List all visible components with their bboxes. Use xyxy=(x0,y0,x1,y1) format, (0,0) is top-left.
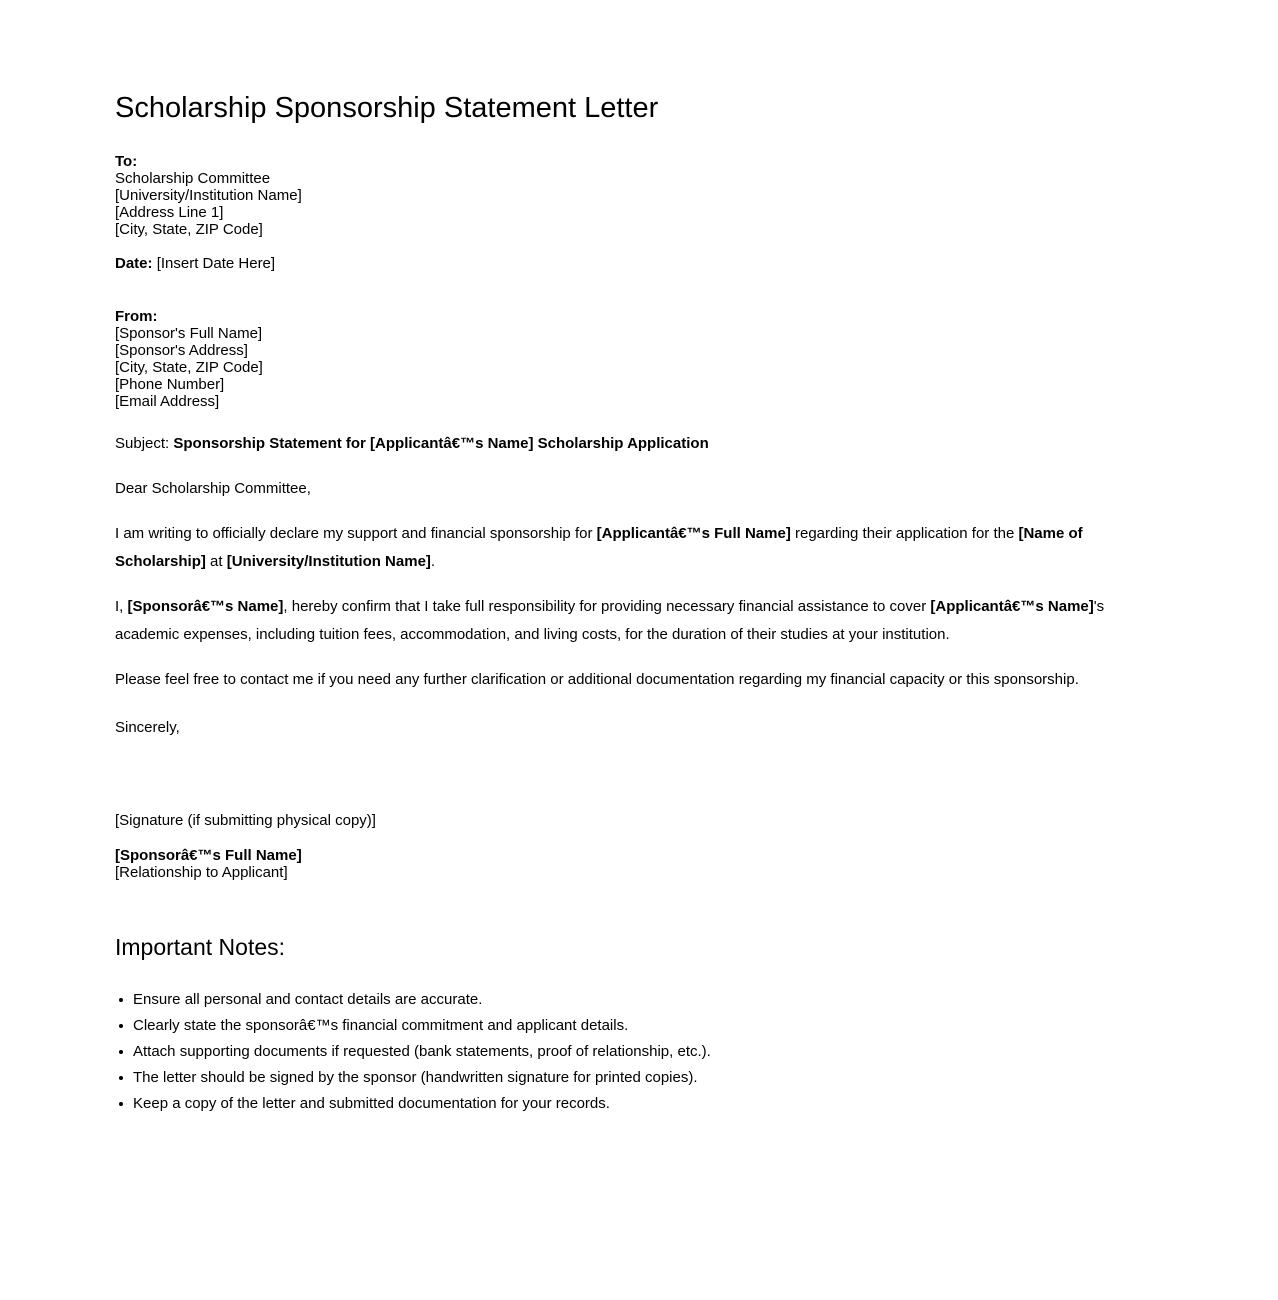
text-run: I am writing to officially declare my support and financial sponsorship for xyxy=(115,525,597,542)
signer-relationship: [Relationship to Applicant] xyxy=(115,864,288,881)
body-paragraph-1 xyxy=(115,520,1163,576)
date-line xyxy=(115,255,1163,272)
sender-line-5: [Email Address] xyxy=(115,393,220,410)
recipient-line-2: [University/Institution Name] xyxy=(115,187,302,204)
notes-heading: Important Notes: xyxy=(115,934,286,960)
recipient-block xyxy=(115,153,1163,238)
text-run: , hereby confirm that I take full responsibility for providing necessary financial assistance to cover xyxy=(283,598,931,615)
to-label: To: xyxy=(115,153,138,170)
date-value: [Insert Date Here] xyxy=(156,255,276,272)
signer-block xyxy=(115,847,1163,881)
sender-block xyxy=(115,308,1163,410)
subject-value: Sponsorship Statement for [Applicantâ€™s Name] Scholarship Application xyxy=(173,435,709,452)
note-item-1: Ensure all personal and contact details are accurate. xyxy=(115,987,1163,1013)
note-item-4: The letter should be signed by the sponsor (handwritten signature for printed copies). xyxy=(115,1065,1163,1091)
sender-line-4: [Phone Number] xyxy=(115,376,225,393)
subject-line xyxy=(115,430,1163,458)
note-item-5: Keep a copy of the letter and submitted documentation for your records. xyxy=(115,1091,1163,1117)
note-item-3: Attach supporting documents if requested (bank statements, proof of relationship, etc.). xyxy=(115,1039,1163,1065)
text-run: I, xyxy=(115,598,128,615)
text-run: 's academic expenses, including tuition fees, accommodation, and living costs, for the duration of their studies at your institution. xyxy=(115,598,1105,643)
placeholder-bold: [Applicantâ€™s Full Name] xyxy=(596,525,791,542)
recipient-line-4: [City, State, ZIP Code] xyxy=(115,221,263,238)
sender-line-3: [City, State, ZIP Code] xyxy=(115,359,263,376)
page-title: Scholarship Sponsorship Statement Letter xyxy=(115,92,659,124)
notes-list xyxy=(115,987,1163,1117)
placeholder-bold: [University/Institution Name] xyxy=(226,553,431,570)
signer-name: [Sponsorâ€™s Full Name] xyxy=(115,847,302,864)
placeholder-bold: [Name of Scholarship] xyxy=(115,525,1083,570)
subject-label: Subject: xyxy=(115,435,170,452)
sender-line-2: [Sponsor's Address] xyxy=(115,342,248,359)
text-run: . xyxy=(430,553,436,570)
recipient-line-3: [Address Line 1] xyxy=(115,204,224,221)
recipient-line-1: Scholarship Committee xyxy=(115,170,271,187)
salutation: Dear Scholarship Committee, xyxy=(115,480,311,497)
note-item-2: Clearly state the sponsorâ€™s financial commitment and applicant details. xyxy=(115,1013,1163,1039)
body-paragraph-3: Please feel free to contact me if you need any further clarification or additional documentation regarding my financial capacity or this sponsorship. xyxy=(115,671,1079,688)
date-label: Date: xyxy=(115,255,153,272)
placeholder-bold: [Sponsorâ€™s Name] xyxy=(127,598,284,615)
from-label: From: xyxy=(115,308,158,325)
placeholder-bold: [Applicantâ€™s Name] xyxy=(930,598,1094,615)
text-run: regarding their application for the xyxy=(790,525,1019,542)
text-run: at xyxy=(205,553,227,570)
closing: Sincerely, xyxy=(115,719,180,736)
body-paragraph-2 xyxy=(115,593,1163,649)
sender-line-1: [Sponsor's Full Name] xyxy=(115,325,263,342)
signature-placeholder: [Signature (if submitting physical copy)] xyxy=(115,812,376,829)
